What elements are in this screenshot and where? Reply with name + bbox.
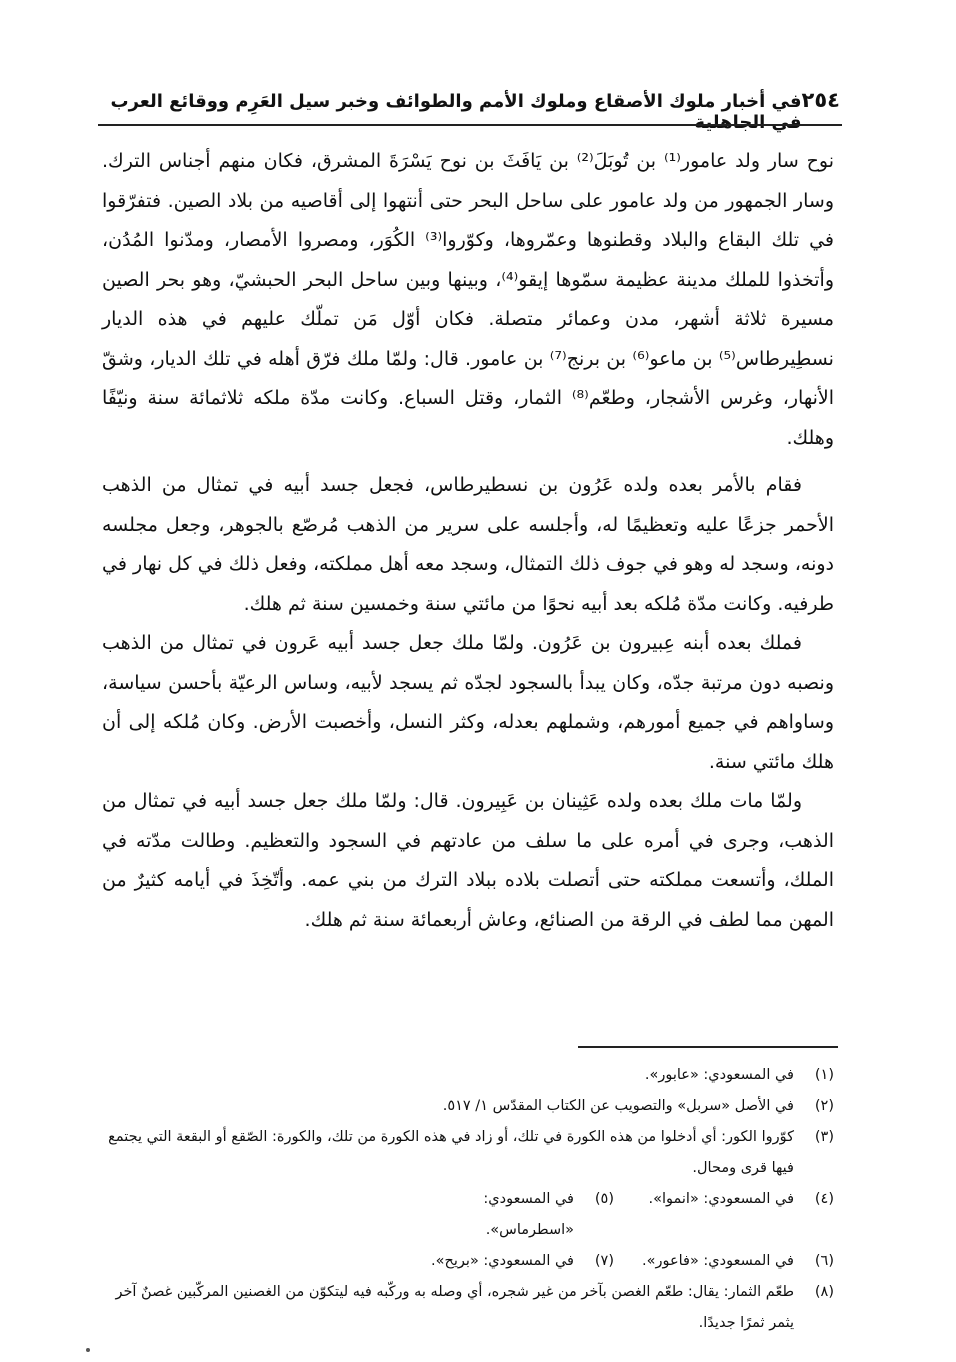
paragraph: ولمّا مات ملك بعده ولده عَثِينان بن عَبِيرون. قال: ولمّا ملك جعل جسد أبيه في تمثال من الذهب، وجرى في أمره على ما سلف من عادتهم في السجود والتعظيم. وطالت مدّته في الملك، وأتسعت مملكته حتى أتصلت بلاده ببلاد الترك من بني عمه. وأتّخِذَ في أيامه كثيرٌ من المهن مما لطف في الرقة من الصنائع، وعاش أربعمائة سنة ثم هلك. (102, 790, 834, 931)
footnote-text: في المسعودي: «انموا». (648, 1191, 794, 1207)
footnote-number: (١) (814, 1067, 834, 1083)
scan-speck (86, 1348, 90, 1352)
footnote-text: في المسعودي: «اسطرماس». (483, 1191, 574, 1238)
footnote-text: كوّروا الكور: أي أدخلوا من هذه الكورة في تلك، أو زاد في هذه الكورة من تلك، والكورة: الصّقع أو البقعة التي يجتمع فيها قرى ومحال. (108, 1129, 794, 1176)
footnote-number: (٤) (814, 1191, 834, 1207)
footnote (614, 1246, 834, 1277)
footnote (102, 1060, 834, 1091)
footnote (102, 1091, 834, 1122)
main-text (102, 142, 834, 940)
footnote-text: في المسعودي: «عابور». (644, 1067, 794, 1083)
footnote-text: في المسعودي: «بريح». (431, 1253, 574, 1269)
footnote-text: طعّم الثمار: يقال: طعّم الغصن بآخر من غير شجره، أي وصله به وركّبه فيه ليتكوّن من الغصنين المركّبين غصنٌ آخر يثمر ثمرًا جديدًا. (115, 1284, 794, 1331)
page-number: ٢٥٤ (801, 88, 840, 112)
footnote-text: في المسعودي: «فاعور». (641, 1253, 794, 1269)
footnote (102, 1277, 834, 1339)
footnote-row (102, 1246, 834, 1277)
paragraph: فقام بالأمر بعده ولده عَرُون بن نسطيرطاس، فجعل جسد أبيه في تمثال من الذهب الأحمر جزعًا عليه وتعظيمًا له، وأجلسه على سرير من الذهب مُرصّع بالجوهر، وجعل مجلسه دونه، وسجد له وهو في جوف ذلك التمثال، وسجد معه أهل مملكته، وفعل ذلك في كل نهار في طرفيه. وكانت مدّة مُلكه بعد أبيه نحوًا من مائتي سنة وخمسين سنة ثم هلك. (102, 474, 834, 615)
footnote-row (102, 1184, 834, 1246)
footnote-text: في الأصل «سربل» والتصويب عن الكتاب المقدّس ١/ ٥١٧. (442, 1098, 794, 1114)
footnote-number: (٥) (594, 1191, 614, 1207)
footnote (614, 1184, 834, 1246)
footnote-number: (٧) (594, 1253, 614, 1269)
footnote-number: (٢) (814, 1098, 834, 1114)
header-rule (98, 124, 842, 126)
footnote-rule (578, 1046, 838, 1048)
running-title: في أخبار ملوك الأصقاع وملوك الأمم والطوائف وخبر سيل العَرِم ووقائع العرب في الجاهلية (110, 91, 802, 133)
footnote (394, 1246, 614, 1277)
footnote-number: (٣) (814, 1129, 834, 1145)
footnote (394, 1184, 614, 1246)
footnote-number: (٦) (814, 1253, 834, 1269)
paragraph: فملك بعده أبنه عِبيرون بن عَرُون. ولمّا ملك جعل جسد أبيه عَرون في تمثال من الذهب ونصبه دون مرتبة جدّه، وكان يبدأ بالسجود لجدّه ثم يسجد لأبيه، وساس الرعيّة بأحسن سياسة، وساواهم في جميع أمورهم، وشملهم بعدله، وكثر النسل، وأخصبت الأرض. وكان مُلكه إلى أن هلك مائتي سنة. (102, 632, 834, 773)
footnote (102, 1122, 834, 1184)
paragraph: نوح سار ولد عامور⁽¹⁾ بن تُوبَلَ⁽²⁾ بن يَافَثَ بن نوح يَسْرَةَ المشرق، فكان منهم أجناس الترك. وسار الجمهور من ولد عامور على ساحل البحر حتى أنتهوا إلى أقاصيه من بلاد الصين. فتفرّقوا في تلك البقاع والبلاد وقطنوها وعمّروها، وكوّروا⁽³⁾ الكُوَر، ومصروا الأمصار، ومدّنوا المُدُن، وأتخذوا للملك مدينة عظيمة سمّوها إيقو⁽⁴⁾، وبينها وبين ساحل البحر الحبشيّ، وهو بحر الصين مسيرة ثلاثة أشهر، مدن وعمائر متصلة. فكان أوّل مَن تملّك عليهم في هذه الديار نسطِيرطاس⁽⁵⁾ بن ماعو⁽⁶⁾ بن برنج⁽⁷⁾ بن عامور. قال: ولمّا ملك فرّق أهله في تلك الديار، وشقّ الأنهار، وغرس الأشجار، وطعّم⁽⁸⁾ الثمار، وقتل السباع. وكانت مدّة ملكه ثلاثمائة سنة ونيّفًا وهلك. (102, 150, 835, 449)
footnote-number: (٨) (814, 1284, 834, 1300)
page-header (100, 88, 840, 133)
footnotes (102, 1060, 834, 1339)
